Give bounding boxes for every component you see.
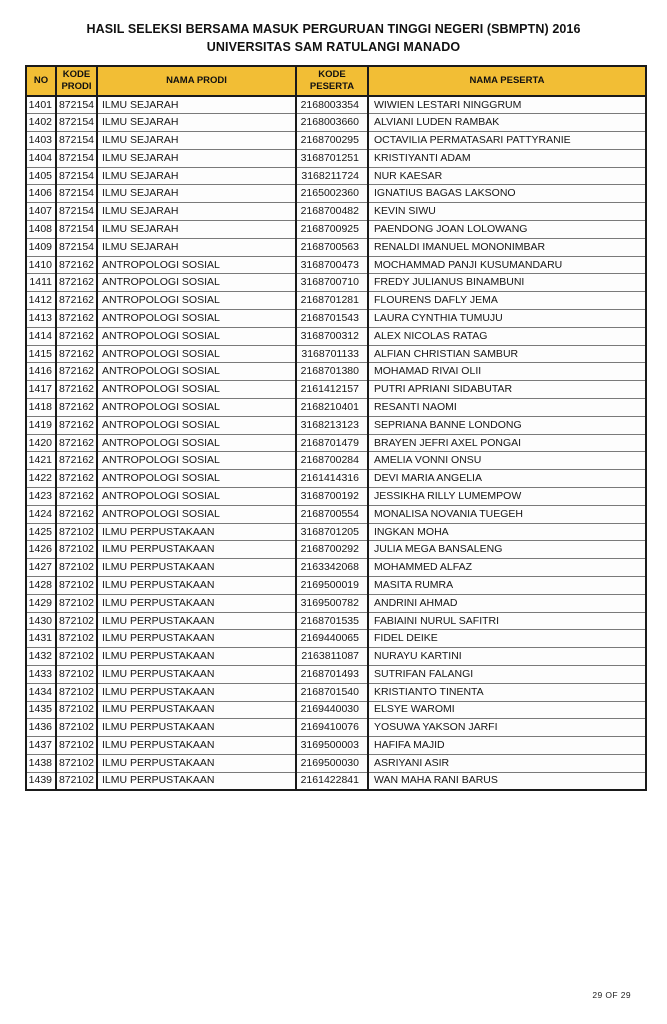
nama-peserta-cell: NURAYU KARTINI — [368, 648, 646, 666]
no-cell: 1415 — [26, 345, 56, 363]
column-header-no: NO — [26, 66, 56, 96]
kode-peserta-cell: 2169500030 — [296, 754, 368, 772]
nama-prodi-cell: ANTROPOLOGI SOSIAL — [97, 345, 296, 363]
no-cell: 1439 — [26, 772, 56, 790]
nama-prodi-cell: ILMU PERPUSTAKAAN — [97, 666, 296, 684]
document-title — [0, 20, 667, 56]
table-row — [26, 310, 646, 328]
nama-prodi-cell: ANTROPOLOGI SOSIAL — [97, 488, 296, 506]
nama-peserta-cell: ANDRINI AHMAD — [368, 594, 646, 612]
table-row — [26, 96, 646, 114]
table-row — [26, 612, 646, 630]
nama-prodi-cell: ILMU PERPUSTAKAAN — [97, 737, 296, 755]
nama-prodi-cell: ILMU SEJARAH — [97, 114, 296, 132]
no-cell: 1417 — [26, 381, 56, 399]
kode-peserta-cell: 3168701205 — [296, 523, 368, 541]
no-cell: 1406 — [26, 185, 56, 203]
nama-prodi-cell: ILMU PERPUSTAKAAN — [97, 612, 296, 630]
nama-prodi-cell: ILMU SEJARAH — [97, 203, 296, 221]
kode-peserta-cell: 3168700710 — [296, 274, 368, 292]
table-row — [26, 577, 646, 595]
kode-prodi-cell: 872102 — [56, 772, 97, 790]
table-row — [26, 203, 646, 221]
nama-peserta-cell: AMELIA VONNI ONSU — [368, 452, 646, 470]
table-row — [26, 256, 646, 274]
no-cell: 1411 — [26, 274, 56, 292]
kode-peserta-cell: 2168003354 — [296, 96, 368, 114]
no-cell: 1414 — [26, 327, 56, 345]
nama-peserta-cell: ALFIAN CHRISTIAN SAMBUR — [368, 345, 646, 363]
nama-prodi-cell: ILMU SEJARAH — [97, 221, 296, 239]
column-header-nama-prodi: NAMA PRODI — [97, 66, 296, 96]
no-cell: 1432 — [26, 648, 56, 666]
nama-prodi-cell: ILMU PERPUSTAKAAN — [97, 594, 296, 612]
table-row — [26, 505, 646, 523]
kode-prodi-cell: 872154 — [56, 96, 97, 114]
nama-peserta-cell: PAENDONG JOAN LOLOWANG — [368, 221, 646, 239]
no-cell: 1418 — [26, 399, 56, 417]
kode-peserta-cell: 3168701133 — [296, 345, 368, 363]
nama-peserta-cell: JULIA MEGA BANSALENG — [368, 541, 646, 559]
kode-peserta-cell: 3168211724 — [296, 167, 368, 185]
nama-peserta-cell: KRISTIYANTI ADAM — [368, 149, 646, 167]
kode-peserta-cell: 2169440065 — [296, 630, 368, 648]
kode-peserta-cell: 2161422841 — [296, 772, 368, 790]
results-table — [25, 65, 647, 791]
table-row — [26, 221, 646, 239]
table-row — [26, 238, 646, 256]
nama-prodi-cell: ANTROPOLOGI SOSIAL — [97, 256, 296, 274]
kode-peserta-cell: 2168700925 — [296, 221, 368, 239]
nama-prodi-cell: ANTROPOLOGI SOSIAL — [97, 416, 296, 434]
nama-peserta-cell: ASRIYANI ASIR — [368, 754, 646, 772]
kode-peserta-cell: 3168700192 — [296, 488, 368, 506]
nama-peserta-cell: ELSYE WAROMI — [368, 701, 646, 719]
nama-peserta-cell: HAFIFA MAJID — [368, 737, 646, 755]
nama-peserta-cell: JESSIKHA RILLY LUMEMPOW — [368, 488, 646, 506]
table-row — [26, 630, 646, 648]
kode-peserta-cell: 2168700482 — [296, 203, 368, 221]
column-header-kode-peserta: KODE PESERTA — [296, 66, 368, 96]
kode-peserta-cell: 2168210401 — [296, 399, 368, 417]
no-cell: 1430 — [26, 612, 56, 630]
kode-prodi-cell: 872102 — [56, 701, 97, 719]
table-row — [26, 345, 646, 363]
table-row — [26, 523, 646, 541]
table-row — [26, 737, 646, 755]
kode-peserta-cell: 2168701380 — [296, 363, 368, 381]
kode-peserta-cell: 3169500003 — [296, 737, 368, 755]
kode-peserta-cell: 2168701281 — [296, 292, 368, 310]
table-row — [26, 452, 646, 470]
kode-peserta-cell: 2165002360 — [296, 185, 368, 203]
table-row — [26, 185, 646, 203]
table-row — [26, 434, 646, 452]
nama-prodi-cell: ANTROPOLOGI SOSIAL — [97, 505, 296, 523]
kode-prodi-cell: 872154 — [56, 221, 97, 239]
kode-prodi-cell: 872162 — [56, 488, 97, 506]
table-header-row — [26, 66, 646, 96]
no-cell: 1422 — [26, 470, 56, 488]
nama-peserta-cell: RESANTI NAOMI — [368, 399, 646, 417]
kode-peserta-cell: 2163342068 — [296, 559, 368, 577]
nama-prodi-cell: ILMU SEJARAH — [97, 238, 296, 256]
kode-peserta-cell: 2163811087 — [296, 648, 368, 666]
kode-peserta-cell: 2168700295 — [296, 132, 368, 150]
nama-prodi-cell: ILMU PERPUSTAKAAN — [97, 541, 296, 559]
no-cell: 1410 — [26, 256, 56, 274]
kode-prodi-cell: 872162 — [56, 310, 97, 328]
kode-prodi-cell: 872154 — [56, 167, 97, 185]
nama-prodi-cell: ANTROPOLOGI SOSIAL — [97, 310, 296, 328]
table-row — [26, 274, 646, 292]
nama-peserta-cell: ALEX NICOLAS RATAG — [368, 327, 646, 345]
table-row — [26, 648, 646, 666]
kode-prodi-cell: 872162 — [56, 434, 97, 452]
nama-peserta-cell: PUTRI APRIANI SIDABUTAR — [368, 381, 646, 399]
kode-prodi-cell: 872102 — [56, 523, 97, 541]
no-cell: 1403 — [26, 132, 56, 150]
kode-prodi-cell: 872102 — [56, 648, 97, 666]
no-cell: 1427 — [26, 559, 56, 577]
no-cell: 1404 — [26, 149, 56, 167]
title-line-1: HASIL SELEKSI BERSAMA MASUK PERGURUAN TINGGI NEGERI (SBMPTN) 2016 — [86, 22, 581, 36]
nama-peserta-cell: DEVI MARIA ANGELIA — [368, 470, 646, 488]
nama-peserta-cell: MOHAMMED ALFAZ — [368, 559, 646, 577]
nama-prodi-cell: ILMU PERPUSTAKAAN — [97, 559, 296, 577]
kode-prodi-cell: 872162 — [56, 381, 97, 399]
nama-peserta-cell: IGNATIUS BAGAS LAKSONO — [368, 185, 646, 203]
kode-peserta-cell: 2161412157 — [296, 381, 368, 399]
nama-peserta-cell: OCTAVILIA PERMATASARI PATTYRANIE — [368, 132, 646, 150]
nama-prodi-cell: ILMU SEJARAH — [97, 132, 296, 150]
nama-peserta-cell: INGKAN MOHA — [368, 523, 646, 541]
table-body — [26, 96, 646, 790]
nama-prodi-cell: ILMU SEJARAH — [97, 96, 296, 114]
kode-prodi-cell: 872102 — [56, 577, 97, 595]
nama-peserta-cell: KRISTIANTO TINENTA — [368, 683, 646, 701]
kode-prodi-cell: 872154 — [56, 238, 97, 256]
nama-peserta-cell: FIDEL DEIKE — [368, 630, 646, 648]
no-cell: 1405 — [26, 167, 56, 185]
no-cell: 1434 — [26, 683, 56, 701]
nama-peserta-cell: SEPRIANA BANNE LONDONG — [368, 416, 646, 434]
kode-prodi-cell: 872102 — [56, 630, 97, 648]
nama-prodi-cell: ANTROPOLOGI SOSIAL — [97, 327, 296, 345]
nama-peserta-cell: FABIAINI NURUL SAFITRI — [368, 612, 646, 630]
table-row — [26, 683, 646, 701]
kode-prodi-cell: 872162 — [56, 505, 97, 523]
no-cell: 1412 — [26, 292, 56, 310]
nama-peserta-cell: RENALDI IMANUEL MONONIMBAR — [368, 238, 646, 256]
kode-peserta-cell: 2168701493 — [296, 666, 368, 684]
no-cell: 1408 — [26, 221, 56, 239]
nama-peserta-cell: FREDY JULIANUS BINAMBUNI — [368, 274, 646, 292]
nama-peserta-cell: MOCHAMMAD PANJI KUSUMANDARU — [368, 256, 646, 274]
nama-prodi-cell: ILMU PERPUSTAKAAN — [97, 683, 296, 701]
kode-prodi-cell: 872102 — [56, 559, 97, 577]
no-cell: 1409 — [26, 238, 56, 256]
table-row — [26, 399, 646, 417]
kode-prodi-cell: 872102 — [56, 594, 97, 612]
nama-peserta-cell: YOSUWA YAKSON JARFI — [368, 719, 646, 737]
no-cell: 1426 — [26, 541, 56, 559]
nama-prodi-cell: ILMU PERPUSTAKAAN — [97, 772, 296, 790]
nama-peserta-cell: FLOURENS DAFLY JEMA — [368, 292, 646, 310]
kode-prodi-cell: 872162 — [56, 292, 97, 310]
table-row — [26, 772, 646, 790]
kode-peserta-cell: 2169500019 — [296, 577, 368, 595]
table-row — [26, 666, 646, 684]
kode-prodi-cell: 872102 — [56, 541, 97, 559]
column-header-kode-prodi: KODE PRODI — [56, 66, 97, 96]
nama-peserta-cell: LAURA CYNTHIA TUMUJU — [368, 310, 646, 328]
kode-prodi-cell: 872102 — [56, 737, 97, 755]
table-row — [26, 470, 646, 488]
kode-peserta-cell: 2168003660 — [296, 114, 368, 132]
kode-prodi-cell: 872162 — [56, 416, 97, 434]
table-row — [26, 701, 646, 719]
nama-peserta-cell: MASITA RUMRA — [368, 577, 646, 595]
nama-prodi-cell: ILMU PERPUSTAKAAN — [97, 754, 296, 772]
no-cell: 1407 — [26, 203, 56, 221]
table-row — [26, 132, 646, 150]
kode-prodi-cell: 872162 — [56, 470, 97, 488]
no-cell: 1413 — [26, 310, 56, 328]
kode-peserta-cell: 2169440030 — [296, 701, 368, 719]
no-cell: 1431 — [26, 630, 56, 648]
table-row — [26, 541, 646, 559]
table-row — [26, 594, 646, 612]
table-row — [26, 719, 646, 737]
no-cell: 1435 — [26, 701, 56, 719]
kode-prodi-cell: 872154 — [56, 185, 97, 203]
table-row — [26, 292, 646, 310]
no-cell: 1424 — [26, 505, 56, 523]
kode-prodi-cell: 872162 — [56, 327, 97, 345]
kode-peserta-cell: 2168701479 — [296, 434, 368, 452]
no-cell: 1437 — [26, 737, 56, 755]
nama-prodi-cell: ANTROPOLOGI SOSIAL — [97, 274, 296, 292]
kode-peserta-cell: 3168700312 — [296, 327, 368, 345]
page-number: 29 OF 29 — [592, 990, 631, 1000]
no-cell: 1425 — [26, 523, 56, 541]
table-row — [26, 754, 646, 772]
kode-peserta-cell: 2168700292 — [296, 541, 368, 559]
kode-peserta-cell: 2168700284 — [296, 452, 368, 470]
nama-prodi-cell: ILMU PERPUSTAKAAN — [97, 577, 296, 595]
kode-peserta-cell: 3168213123 — [296, 416, 368, 434]
nama-prodi-cell: ANTROPOLOGI SOSIAL — [97, 292, 296, 310]
table-row — [26, 381, 646, 399]
kode-prodi-cell: 872102 — [56, 754, 97, 772]
nama-peserta-cell: WIWIEN LESTARI NINGGRUM — [368, 96, 646, 114]
nama-prodi-cell: ANTROPOLOGI SOSIAL — [97, 363, 296, 381]
kode-prodi-cell: 872154 — [56, 149, 97, 167]
no-cell: 1401 — [26, 96, 56, 114]
kode-peserta-cell: 2168701540 — [296, 683, 368, 701]
nama-peserta-cell: SUTRIFAN FALANGI — [368, 666, 646, 684]
no-cell: 1438 — [26, 754, 56, 772]
kode-peserta-cell: 2168700554 — [296, 505, 368, 523]
nama-peserta-cell: WAN MAHA RANI BARUS — [368, 772, 646, 790]
no-cell: 1421 — [26, 452, 56, 470]
nama-peserta-cell: KEVIN SIWU — [368, 203, 646, 221]
no-cell: 1423 — [26, 488, 56, 506]
table-row — [26, 559, 646, 577]
nama-peserta-cell: NUR KAESAR — [368, 167, 646, 185]
no-cell: 1433 — [26, 666, 56, 684]
nama-prodi-cell: ILMU PERPUSTAKAAN — [97, 719, 296, 737]
title-line-2: UNIVERSITAS SAM RATULANGI MANADO — [206, 40, 461, 54]
nama-prodi-cell: ANTROPOLOGI SOSIAL — [97, 434, 296, 452]
kode-prodi-cell: 872154 — [56, 203, 97, 221]
kode-prodi-cell: 872162 — [56, 274, 97, 292]
table-row — [26, 114, 646, 132]
nama-prodi-cell: ANTROPOLOGI SOSIAL — [97, 470, 296, 488]
kode-peserta-cell: 2169410076 — [296, 719, 368, 737]
kode-prodi-cell: 872162 — [56, 345, 97, 363]
kode-prodi-cell: 872102 — [56, 666, 97, 684]
kode-prodi-cell: 872102 — [56, 683, 97, 701]
kode-peserta-cell: 2168701543 — [296, 310, 368, 328]
kode-peserta-cell: 3168701251 — [296, 149, 368, 167]
table-row — [26, 488, 646, 506]
nama-prodi-cell: ILMU PERPUSTAKAAN — [97, 630, 296, 648]
kode-prodi-cell: 872154 — [56, 114, 97, 132]
no-cell: 1419 — [26, 416, 56, 434]
no-cell: 1416 — [26, 363, 56, 381]
kode-prodi-cell: 872162 — [56, 399, 97, 417]
no-cell: 1436 — [26, 719, 56, 737]
nama-peserta-cell: MONALISA NOVANIA TUEGEH — [368, 505, 646, 523]
nama-peserta-cell: ALVIANI LUDEN RAMBAK — [368, 114, 646, 132]
no-cell: 1402 — [26, 114, 56, 132]
table-row — [26, 416, 646, 434]
kode-peserta-cell: 2168700563 — [296, 238, 368, 256]
kode-prodi-cell: 872162 — [56, 452, 97, 470]
table-row — [26, 167, 646, 185]
table-row — [26, 327, 646, 345]
nama-prodi-cell: ILMU SEJARAH — [97, 185, 296, 203]
nama-prodi-cell: ANTROPOLOGI SOSIAL — [97, 381, 296, 399]
kode-peserta-cell: 3168700473 — [296, 256, 368, 274]
nama-prodi-cell: ANTROPOLOGI SOSIAL — [97, 452, 296, 470]
no-cell: 1429 — [26, 594, 56, 612]
kode-peserta-cell: 3169500782 — [296, 594, 368, 612]
no-cell: 1420 — [26, 434, 56, 452]
nama-prodi-cell: ILMU SEJARAH — [97, 167, 296, 185]
nama-prodi-cell: ILMU PERPUSTAKAAN — [97, 523, 296, 541]
table-row — [26, 149, 646, 167]
no-cell: 1428 — [26, 577, 56, 595]
kode-prodi-cell: 872162 — [56, 256, 97, 274]
table-row — [26, 363, 646, 381]
kode-prodi-cell: 872102 — [56, 719, 97, 737]
nama-prodi-cell: ILMU PERPUSTAKAAN — [97, 648, 296, 666]
kode-prodi-cell: 872154 — [56, 132, 97, 150]
kode-peserta-cell: 2161414316 — [296, 470, 368, 488]
nama-prodi-cell: ANTROPOLOGI SOSIAL — [97, 399, 296, 417]
nama-peserta-cell: BRAYEN JEFRI AXEL PONGAI — [368, 434, 646, 452]
kode-prodi-cell: 872102 — [56, 612, 97, 630]
nama-prodi-cell: ILMU SEJARAH — [97, 149, 296, 167]
kode-peserta-cell: 2168701535 — [296, 612, 368, 630]
nama-peserta-cell: MOHAMAD RIVAI OLII — [368, 363, 646, 381]
column-header-nama-peserta: NAMA PESERTA — [368, 66, 646, 96]
nama-prodi-cell: ILMU PERPUSTAKAAN — [97, 701, 296, 719]
kode-prodi-cell: 872162 — [56, 363, 97, 381]
